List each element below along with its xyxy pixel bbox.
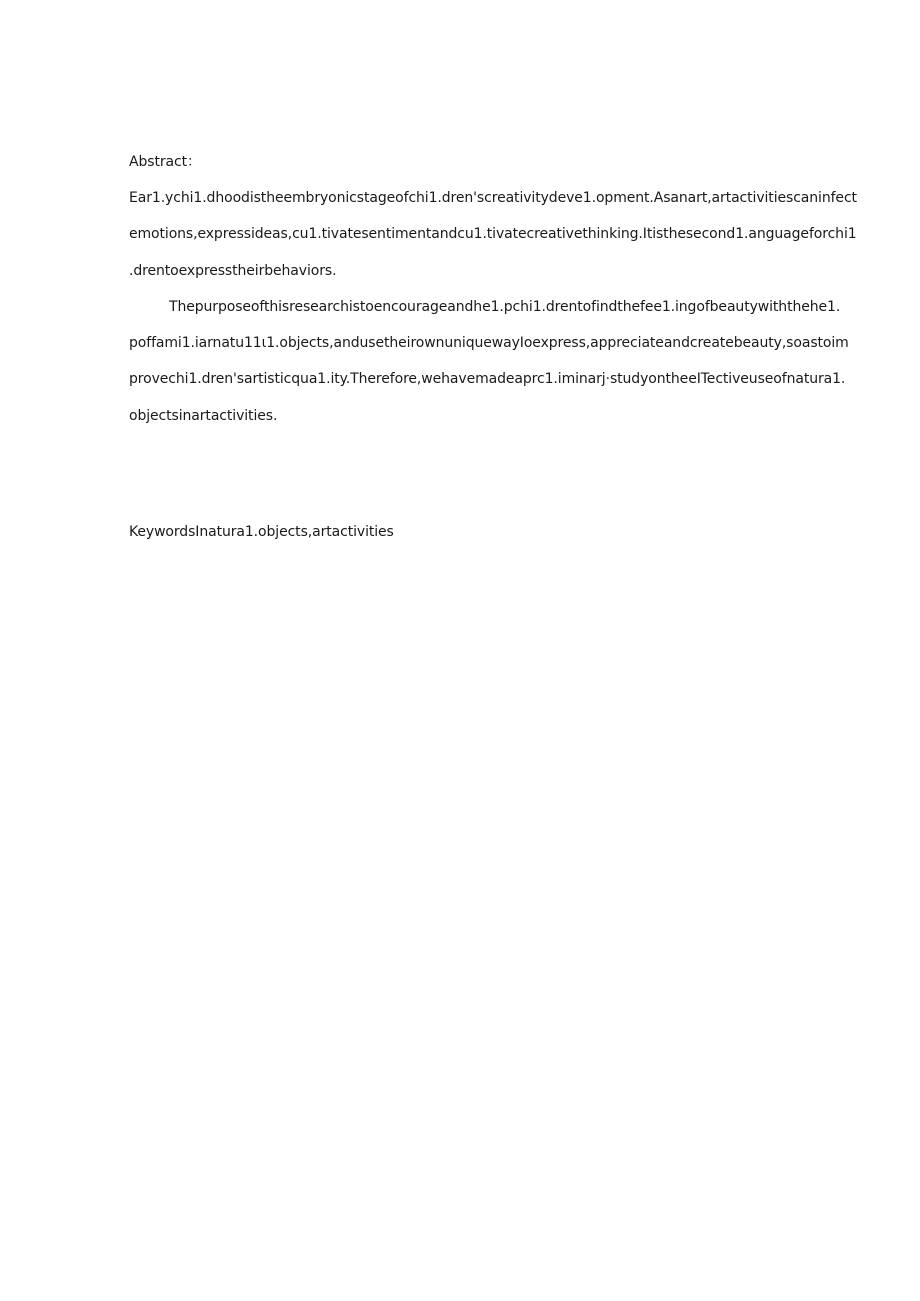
paragraph2-line: objectsinartactivities.	[129, 407, 278, 424]
abstract-heading	[129, 144, 869, 180]
abstract-label: Abstract：	[129, 154, 201, 170]
paragraph1-line: Ear1.ychi1.dhoodistheembryonicstageofchi1.dren'screativitydeve1.opment.Asanart,artactivitiescaninfect	[129, 190, 857, 206]
keywords-line: KeywordsInatura1.objects,artactivities	[129, 524, 394, 540]
abstract-body	[129, 180, 869, 434]
keywords-section	[129, 514, 869, 550]
paragraph2-line: Thepurposeofthisresearchistoencourageandhe1.pchi1.drentofindthefee1.ingofbeautywiththehe1.	[169, 298, 841, 315]
paragraph2-line: provechi1.dren'sartisticqua1.ity.Therefore,wehavemadeaprc1.iminarj·studyontheeITectiveuseofnatura1.	[129, 371, 846, 388]
paragraph1-line: .drentoexpresstheirbehaviors.	[129, 262, 337, 279]
paragraph2-line: poffami1.iarnatu11ι1.objects,andusetheirownuniquewayIoexpress,appreciateandcreatebeauty,soastoim	[129, 335, 849, 352]
paragraph1-line: emotions,expressideas,cu1.tivatesentimentandcu1.tivatecreativethinking.Itisthesecond1.anguageforchi1	[129, 226, 857, 243]
